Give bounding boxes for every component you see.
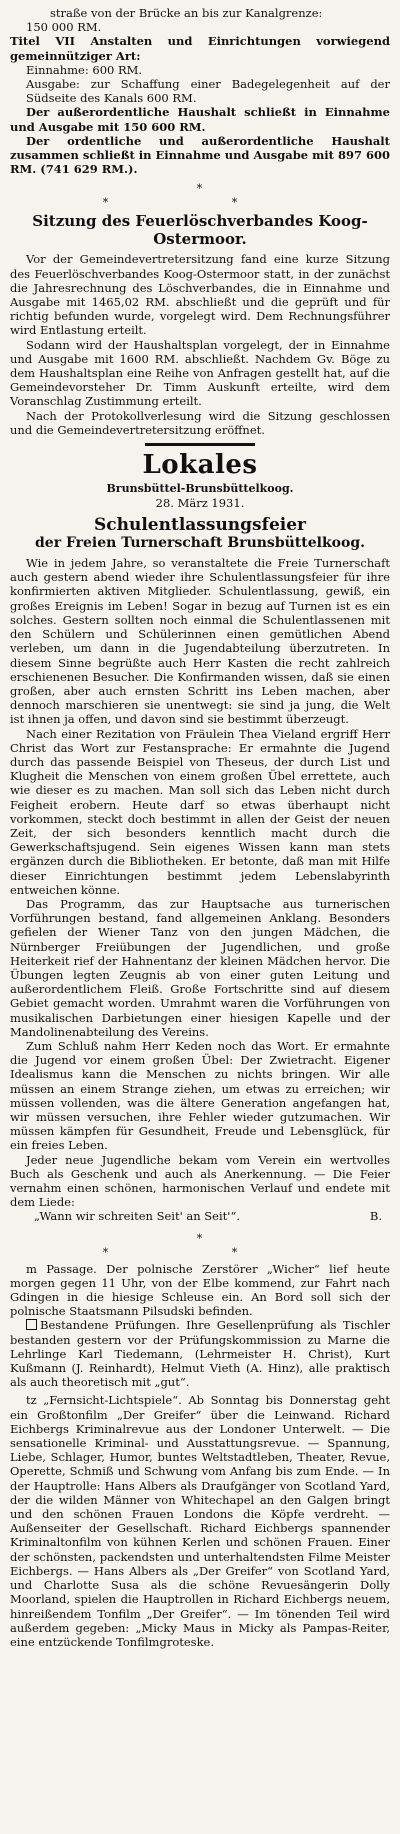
budget-line-2: 150 000 RM.	[26, 20, 102, 35]
article-paragraph: Das Programm, das zur Hauptsache aus turnerischen Vorführungen bestand, fand allgemeinen Anklang. Besonders gefielen der Wiener Tanz von den jungen Mädchen, die Nürnberger Freiübungen der Jugendlichen, und große Heiterkeit rief der Hahnentanz der kleinen Mädchen hervor. Die Übungen legten Zeugnis ab von einer guten Leitung und außerordentlichem Fleiß. Große Fortschritte sind auf diesem Gebiet gemacht worden. Umrahmt waren die Vorführungen von musikalischen Darbietungen einer hiesigen Kapelle und der Mandolinenabteilung des Vereins.	[10, 896, 390, 1039]
separator-stars-row-2: * *	[102, 196, 298, 210]
budget-titel-7: Titel VII Anstalten und Einrichtungen vorwiegend gemeinnütziger Art:	[10, 34, 390, 63]
article-paragraph: Wie in jedem Jahre, so veranstaltete die Freie Turnerschaft auch gestern abend wieder ihre Schulentlassungsfeier für ihre konfirmierten aktiven Mitglieder. Schulentlassung, gewiß, ein großes Ereignis im Leben! Sogar in bezug auf Turnen ist es ein solches. Gestern sollten noch einmal die Schulentlassenen mit den Schülern und Schülerinnen einen gemütlichen Abend verleben, um dann in die Jugendabteilung überzutreten. In diesem Sinne begrüßte auch Herr Kasten die recht zahlreich erschienenen Besucher. Die Konfirmanden wissen, daß sie einen großen, aber auch ernsten Schritt ins Leben machen, aber dennoch marschieren sie unentwegt: sie sind ja jung, die Welt ist ihnen ja offen, und davon sind sie bestimmt überzeugt.	[10, 556, 390, 727]
local-notices	[10, 1262, 390, 1649]
separator-stars-row-2: * *	[102, 1245, 298, 1259]
article-feuerloeschverband	[10, 212, 390, 437]
article-paragraph: Nach der Protokollverlesung wird die Sitzung geschlossen und die Gemeindevertretersitzung eröffnet.	[10, 408, 390, 437]
budget-gesamt: Der ordentliche und außerordentliche Haushalt zusammen schließt in Einnahme und Ausgabe mit 897 600 RM. (741 629 RM.).	[10, 133, 390, 177]
notice-pruefungen-text: Bestandene Prüfungen. Ihre Gesellenprüfung als Tischler bestanden gestern vor der Prüfungskommission zu Marne die Lehrlinge Karl Tiedemann, (Lehrmeister H. Christ), Kurt Kußmann (J. Reinhardt), Helmut Vieth (A. Hinz), alle praktisch als auch theoretisch mit „gut“.	[10, 1318, 390, 1390]
article-paragraph: Sodann wird der Haushaltsplan vorgelegt, der in Einnahme und Ausgabe mit 1600 RM. abschließt. Nachdem Gv. Böge zu dem Haushaltsplan eine Reihe von Anfragen gestellt hat, auf die Gemeindevorsteher Dr. Timm Auskunft erteilte, wird dem Voranschlag Zustimmung erteilt.	[10, 337, 390, 409]
budget-ausserordentlich: Der außerordentliche Haushalt schließt in Einnahme und Ausgabe mit 150 600 RM.	[10, 105, 390, 134]
notice-pruefungen	[10, 1318, 390, 1389]
song-title: „Wann wir schreiten Seit' an Seit'“.	[34, 1209, 240, 1224]
notice-passage: m Passage. Der polnische Zerstörer „Wicher“ lief heute morgen gegen 11 Uhr, von der Elbe kommend, zur Fahrt nach Gdingen in die hiesige Schleuse ein. An Bord soll sich der polnische Staatsmann Pilsudski befinden.	[10, 1261, 390, 1319]
separator-stars: *	[196, 1231, 204, 1245]
notice-lichtspiele: tz „Fernsicht-Lichtspiele“. Ab Sonntag bis Donnerstag geht ein Großtonfilm „Der Greifer“ über die Leinwand. Richard Eichbergs Kriminalrevue aus der Londoner Unterwelt. — Die sensationelle Kriminal- und Ausstattungsrevue. — Spannung, Liebe, Schlager, Humor, buntes Weltstadtleben, Theater, Revue, Operette, Schmiß und Schwung vom Anfang bis zum Ende. — In der Hauptrolle: Hans Albers als Draufgänger von Scotland Yard, der die wilden Männer von Whitechapel an den Galgen bringt und den schönen Frauen Londons die Köpfe verdreht. — Außenseiter der Gesellschaft. Richard Eichbergs spannender Kriminaltonfilm von kühnen Kerlen und schönen Frauen. Einer der schönsten, packendsten und unterhaltendsten Filme Meister Eichbergs. — Hans Albers als „Der Greifer“ von Scotland Yard, und Charlotte Susa als die schöne Revuesängerin Dolly Moorland, spielen die Hauptrollen in Richard Eichbergs neuem, hinreißendem Tonfilm „Der Greifer“. — Im tönenden Teil wird außerdem gegeben: „Micky Maus in Micky als Pampas-Reiter, eine entzückende Tonfilmgroteske.	[10, 1393, 390, 1649]
separator-stars: *	[196, 182, 204, 196]
author-signature: B.	[369, 1209, 382, 1224]
song-line	[10, 1209, 390, 1223]
budget-line-1: straße von der Brücke an bis zur Kanalgrenze:	[50, 6, 323, 20]
article-paragraph: Nach einer Rezitation von Fräulein Thea Vieland ergriff Herr Christ das Wort zur Festansprache: Er ermahnte die Jugend durch das passende Beispiel von Theseus, der durch List und Klugheit die Menschen von einem großen Übel errettete, auch wie dieser es zu machen. Man soll sich das Leben nicht durch Feigheit erobern. Heute darf so etwas überhaupt nicht vorkommen, steckt doch bestimmt in allen der Geist der neuen Zeit, der sich besonders kenntlich macht durch die Gewerkschaftsjugend. Sein eigenes Wissen kann man stets ergänzen durch die Bibliotheken. Er betonte, daß man mit Hilfe dieser Einrichtungen bestimmt jedem Lebenslabyrinth entweichen könne.	[10, 726, 390, 897]
section-divider	[145, 443, 255, 446]
article-headline: Sitzung des Feuerlöschverbandes Koog-Ostermoor.	[32, 212, 368, 249]
budget-einnahme: Einnahme: 600 RM.	[26, 62, 143, 77]
section-title: Lokales	[142, 450, 258, 481]
article-schulentlassungsfeier	[10, 516, 390, 1224]
article-paragraph: Zum Schluß nahm Herr Keden noch das Wort. Er ermahnte die Jugend vor einem großen Übel: Der Zwietracht. Eigener Idealismus kann die Menschen zu nichts bringen. Wir alle müssen an einem Strange ziehen, um etwas zu erreichen; wir müssen vollenden, was die ältere Generation angefangen hat, wir müssen versuchen, ihre Fehler wieder gutzumachen. Wir müssen kämpfen für Gesundheit, Freude und Lebensglück, für ein freies Leben.	[10, 1038, 390, 1153]
budget-continuation	[10, 6, 390, 176]
article-paragraph: Vor der Gemeindevertretersitzung fand eine kurze Sitzung des Feuerlöschverbandes Koog-Ostermoor statt, in der zunächst die Jahresrechnung des Löschverbandes, die in Einnahme und Ausgabe mit 1465,02 RM. abschließt und die geprüft und für richtig befunden wurde, vorgelegt wird. Dem Rechnungsführer wird Entlastung erteilt.	[10, 252, 390, 338]
section-place: Brunsbüttel-Brunsbüttelkoog.	[106, 482, 294, 496]
article-subheadline: der Freien Turnerschaft Brunsbüttelkoog.	[35, 535, 365, 552]
checkbox-icon	[26, 1319, 37, 1330]
section-date: 28. März 1931.	[155, 496, 245, 511]
article-paragraph: Jeder neue Jugendliche bekam vom Verein ein wertvolles Buch als Geschenk und auch als Anerkennung. — Die Feier vernahm einen schönen, harmonischen Verlauf und endete mit dem Liede:	[10, 1152, 390, 1210]
article-headline: Schulentlassungsfeier	[94, 515, 306, 536]
budget-ausgabe: Ausgabe: zur Schaffung einer Badegelegenheit auf der Südseite des Kanals 600 RM.	[26, 77, 390, 106]
